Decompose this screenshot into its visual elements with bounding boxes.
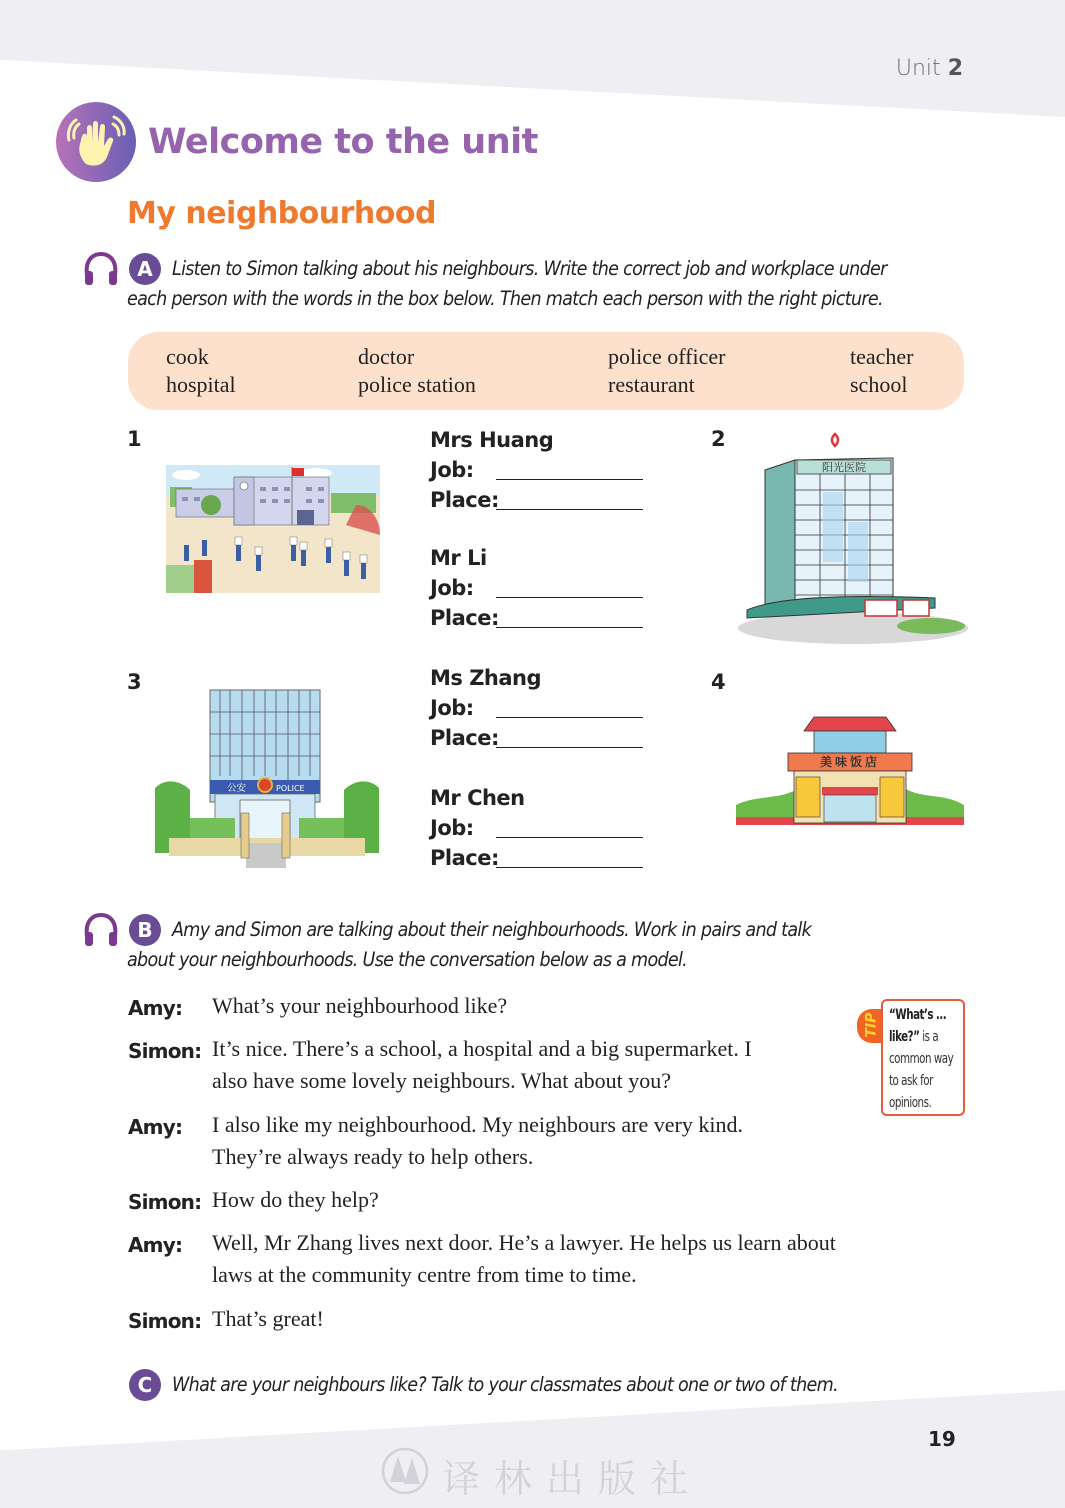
person-name: Ms Zhang	[430, 666, 542, 690]
dialogue-speaker: Simon:	[128, 1190, 202, 1214]
restaurant-picture[interactable]	[736, 715, 964, 827]
headphones-icon[interactable]	[82, 912, 120, 948]
tip-text	[889, 1004, 963, 1114]
section-title: My neighbourhood	[127, 196, 436, 231]
dialogue-line: laws at the community centre from time to time.	[212, 1262, 637, 1287]
job-answer-blank[interactable]	[496, 479, 643, 480]
police-sign-cn: 公安	[227, 783, 247, 794]
tip-rest-text: is a common way to ask for opinions.	[889, 1029, 954, 1111]
job-answer-blank[interactable]	[496, 717, 643, 718]
school-picture[interactable]	[166, 465, 380, 593]
hospital-picture[interactable]	[735, 430, 971, 645]
person-block	[430, 425, 553, 515]
police-sign-en: POLICE	[276, 784, 305, 793]
job-answer-blank[interactable]	[496, 597, 643, 598]
place-answer-blank[interactable]	[496, 627, 643, 628]
word: teacher	[850, 344, 914, 369]
picture-number: 3	[127, 670, 142, 694]
person-block	[430, 543, 499, 633]
exercise-c-instruction: What are your neighbours like? Talk to your classmates about one or two of them.	[172, 1373, 838, 1396]
place-label: Place:	[430, 726, 499, 750]
dialogue-line: How do they help?	[212, 1187, 379, 1212]
exercise-b-instruction-line2: about your neighbourhoods. Use the conversation below as a model.	[127, 948, 688, 971]
dialogue-speaker: Amy:	[128, 996, 183, 1020]
publisher-watermark	[380, 1446, 703, 1501]
job-label: Job:	[430, 458, 474, 482]
exercise-a-badge: A	[129, 253, 161, 285]
job-label: Job:	[430, 816, 474, 840]
dialogue-speaker: Amy:	[128, 1233, 183, 1257]
dialogue-line: They’re always ready to help others.	[212, 1144, 534, 1169]
dialogue-line: That’s great!	[212, 1306, 324, 1331]
job-label: Job:	[430, 696, 474, 720]
place-label: Place:	[430, 488, 499, 512]
headphones-icon[interactable]	[82, 251, 120, 287]
publisher-name: 译林出版社	[442, 1457, 703, 1501]
dialogue-speaker: Amy:	[128, 1115, 183, 1139]
person-name: Mr Chen	[430, 786, 525, 810]
exercise-a-instruction-line2: each person with the words in the box below. Then match each person with the right picture.	[127, 287, 883, 310]
place-answer-blank[interactable]	[496, 867, 643, 868]
dialogue-speaker: Simon:	[128, 1039, 202, 1063]
word: police station	[358, 372, 476, 397]
job-answer-blank[interactable]	[496, 837, 643, 838]
tip-label: TIP	[863, 1012, 880, 1038]
word: police officer	[608, 344, 726, 369]
dialogue-line: Well, Mr Zhang lives next door. He’s a lawyer. He helps us learn about	[212, 1230, 836, 1255]
person-name: Mrs Huang	[430, 428, 554, 452]
word-box	[128, 332, 964, 410]
restaurant-sign: 美味饭店	[819, 755, 881, 769]
exercise-b-badge: B	[129, 914, 161, 946]
place-label: Place:	[430, 606, 499, 630]
unit-label	[896, 56, 963, 81]
place-answer-blank[interactable]	[496, 509, 643, 510]
dialogue-line: What’s your neighbourhood like?	[212, 993, 508, 1018]
exercise-a-instruction-line1: Listen to Simon talking about his neighbours. Write the correct job and workplace under	[172, 257, 887, 280]
place-label: Place:	[430, 846, 499, 870]
page-title: Welcome to the unit	[148, 122, 538, 162]
word: school	[850, 372, 908, 397]
job-label: Job:	[430, 576, 474, 600]
person-block	[430, 783, 525, 873]
word: cook	[166, 344, 209, 369]
word: restaurant	[608, 372, 695, 397]
publisher-logo-icon	[380, 1446, 430, 1496]
exercise-b-instruction-line1: Amy and Simon are talking about their neighbourhoods. Work in pairs and talk	[172, 918, 812, 941]
unit-number: 2	[947, 56, 963, 81]
page-number: 19	[928, 1427, 956, 1451]
waving-hand-icon	[56, 102, 136, 182]
picture-number: 1	[127, 427, 142, 451]
place-answer-blank[interactable]	[496, 747, 643, 748]
dialogue-line: It’s nice. There’s a school, a hospital and a big supermarket. I	[212, 1036, 752, 1061]
hospital-sign: 阳光医院	[822, 461, 866, 474]
word: doctor	[358, 344, 415, 369]
dialogue-line: also have some lovely neighbours. What about you?	[212, 1068, 672, 1093]
word: hospital	[166, 372, 236, 397]
tip-box	[881, 999, 965, 1116]
exercise-c-badge: C	[129, 1369, 161, 1401]
police-station-picture[interactable]	[155, 688, 379, 870]
person-name: Mr Li	[430, 546, 487, 570]
dialogue-line: I also like my neighbourhood. My neighbours are very kind.	[212, 1112, 743, 1137]
dialogue-speaker: Simon:	[128, 1309, 202, 1333]
unit-prefix: Unit	[895, 56, 941, 81]
person-block	[430, 663, 541, 753]
picture-number: 2	[711, 427, 726, 451]
picture-number: 4	[711, 670, 726, 694]
tip-bold-text: “What’s … like?”	[889, 1007, 947, 1045]
